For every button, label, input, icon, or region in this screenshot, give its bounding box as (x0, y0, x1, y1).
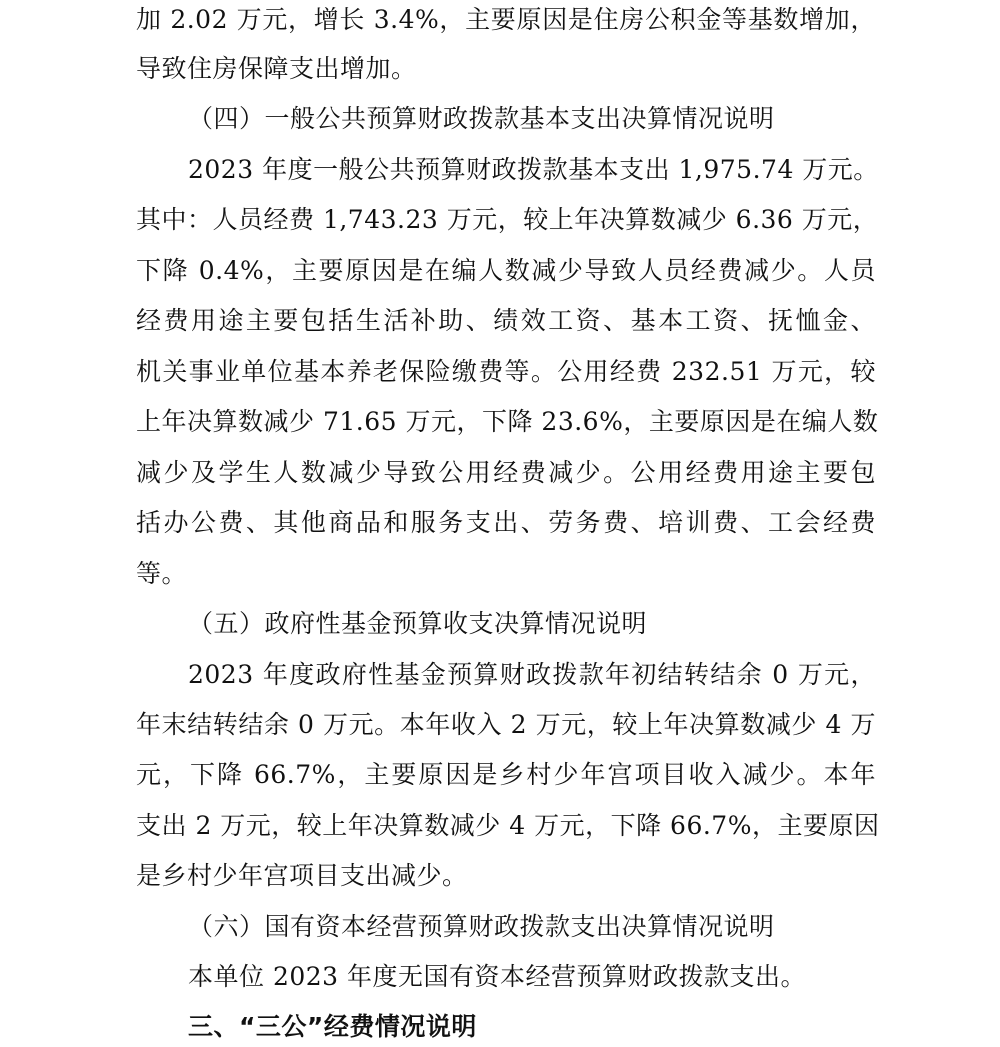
section-heading-6: （六）国有资本经营预算财政拨款支出决算情况说明 (188, 912, 775, 941)
paragraph-line: 是乡村少年宫项目支出减少。 (136, 861, 468, 890)
paragraph-line: 其中：人员经费 1,743.23 万元，较上年决算数减少 6.36 万元， (136, 205, 879, 234)
paragraph-line: 年末结转结余 0 万元。本年收入 2 万元，较上年决算数减少 4 万 (136, 710, 876, 739)
section-heading-4: （四）一般公共预算财政拨款基本支出决算情况说明 (188, 104, 775, 133)
paragraph-line: 上年决算数减少 71.65 万元，下降 23.6%，主要原因是在编人数 (136, 407, 879, 436)
paragraph-line: 元，下降 66.7%，主要原因是乡村少年宫项目收入减少。本年 (136, 760, 876, 789)
paragraph-line: 下降 0.4%，主要原因是在编人数减少导致人员经费减少。人员 (136, 256, 876, 285)
paragraph-line: 本单位 2023 年度无国有资本经营预算财政拨款支出。 (188, 962, 807, 991)
paragraph-line: 2023 年度政府性基金预算财政拨款年初结转结余 0 万元， (188, 660, 876, 689)
paragraph-line: 经费用途主要包括生活补助、绩效工资、基本工资、抚恤金、 (136, 306, 876, 335)
paragraph-line: 加 2.02 万元，增长 3.4%，主要原因是住房公积金等基数增加， (136, 5, 876, 34)
paragraph-line: 导致住房保障支出增加。 (136, 54, 417, 83)
paragraph-line: 等。 (136, 559, 188, 588)
section-heading-three-public: 三、“三公”经费情况说明 (188, 1012, 477, 1041)
paragraph-line: 减少及学生人数减少导致公用经费减少。公用经费用途主要包 (136, 458, 876, 487)
paragraph-line: 机关事业单位基本养老保险缴费等。公用经费 232.51 万元，较 (136, 357, 876, 386)
paragraph-line: 括办公费、其他商品和服务支出、劳务费、培训费、工会经费 (136, 508, 876, 537)
paragraph-line: 2023 年度一般公共预算财政拨款基本支出 1,975.74 万元。 (188, 155, 879, 184)
paragraph-line: 支出 2 万元，较上年决算数减少 4 万元，下降 66.7%，主要原因 (136, 811, 880, 840)
section-heading-5: （五）政府性基金预算收支决算情况说明 (188, 609, 648, 638)
